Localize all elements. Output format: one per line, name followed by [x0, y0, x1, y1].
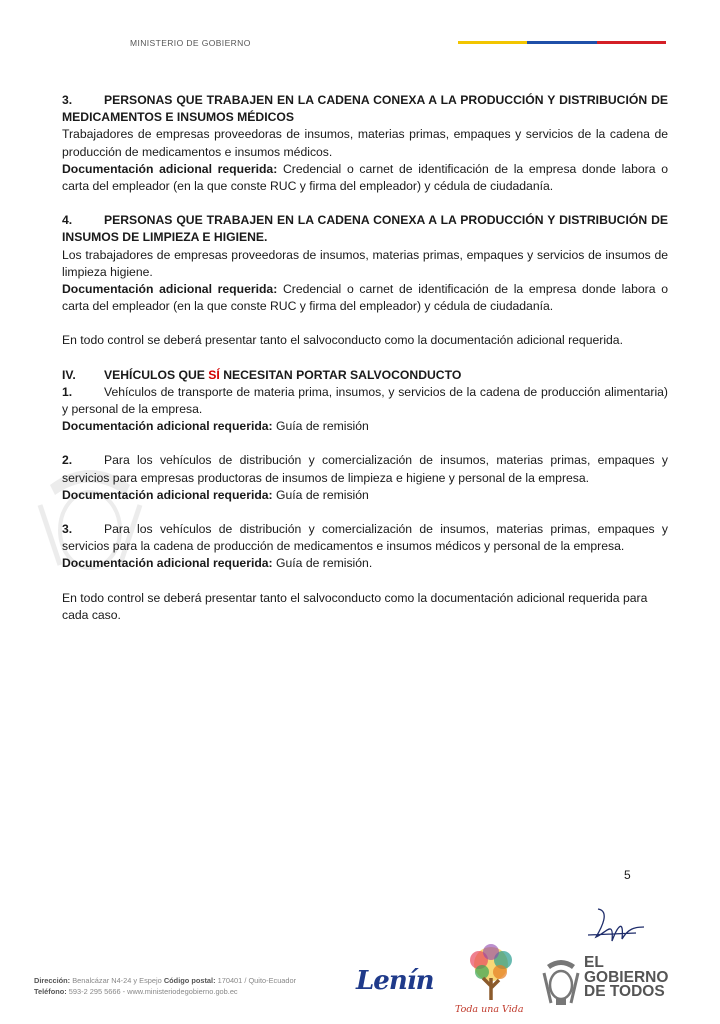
doc-required-label: Documentación adicional requerida:	[62, 419, 273, 434]
section-3	[62, 92, 668, 195]
vehicle-item-2	[62, 452, 668, 486]
section-4-heading	[62, 212, 668, 246]
page-number: 5	[624, 868, 631, 882]
doc-required-label: Documentación adicional requerida:	[62, 282, 278, 297]
section-4-body: Los trabajadores de empresas proveedoras de insumos, materias primas, empaques y servicios de insumos de limpieza higiene.	[62, 247, 668, 279]
address-text: Benalcázar N4-24 y Espejo	[70, 976, 164, 985]
vehicle-item-2-text: Para los vehículos de distribución y comercialización de insumos, materias primas, empaques y servicios para empresas productoras de insumos de limpieza e higiene y personal de la empresa.	[62, 453, 668, 485]
address-label: Dirección:	[34, 976, 71, 985]
section-4-title: PERSONAS QUE TRABAJEN EN LA CADENA CONEXA A LA PRODUCCIÓN Y DISTRIBUCIÓN DE INSUMOS DE LIMPIEZA E HIGIENE.	[62, 213, 668, 245]
vehicle-item-2-number: 2.	[62, 453, 73, 468]
section-iv	[62, 367, 668, 436]
footer-phone-line	[34, 986, 296, 997]
handwritten-signature	[584, 905, 648, 953]
gov-logo-line-1: EL	[584, 954, 604, 971]
doc-required-label: Documentación adicional requerida:	[62, 161, 278, 176]
ecuador-coat-of-arms-icon	[541, 955, 581, 1007]
doc-required-text: Guía de remisión	[272, 487, 369, 502]
note-1	[62, 332, 668, 349]
vehicle-item-2-doc	[62, 487, 668, 504]
vehicle-item-3-block	[62, 521, 668, 573]
section-3-number: 3.	[62, 93, 73, 107]
vehicle-item-1-text: Vehículos de transporte de materia prima, insumos, y servicios de la cadena de producción alimentaria) y personal de la empresa.	[62, 384, 668, 417]
tree-logo-caption: Toda una Vida	[455, 1004, 524, 1015]
gov-logo-line-3: DE TODOS	[584, 983, 665, 1000]
vehicle-item-2-block	[62, 452, 668, 504]
postal-label: Código postal:	[163, 976, 216, 985]
phone-label: Teléfono:	[34, 987, 67, 996]
vehicle-item-1-number: 1.	[62, 384, 73, 399]
section-4-number: 4.	[62, 213, 73, 228]
footer-address-line	[34, 975, 296, 986]
flag-red	[597, 41, 666, 44]
doc-required-text: Credencial o carnet de identificación de la empresa donde labora o carta del empleador (en la que conste RUC y firma del empleador) y cédula de ciudadanía.	[62, 282, 668, 314]
el-gobierno-de-todos-logo	[584, 956, 668, 1000]
footer-address	[34, 975, 296, 997]
doc-required-label: Documentación adicional requerida:	[62, 556, 273, 571]
section-3-body: Trabajadores de empresas proveedoras de insumos, materias primas, empaques y servicios de la cadena de producción de medicamentos e insumos médicos.	[62, 127, 668, 159]
postal-text: 170401 / Quito-Ecuador	[215, 976, 297, 985]
section-iv-title-post: NECESITAN PORTAR SALVOCONDUCTO	[219, 367, 462, 382]
document-body	[62, 92, 668, 641]
section-4	[62, 212, 668, 315]
gov-logo-line-2: GOBIERNO	[584, 968, 669, 986]
vehicle-item-3-number: 3.	[62, 522, 73, 537]
vehicle-item-3-doc	[62, 555, 668, 572]
flag-blue	[527, 41, 596, 44]
section-3-title: PERSONAS QUE TRABAJEN EN LA CADENA CONEXA A LA PRODUCCIÓN Y DISTRIBUCIÓN DE MEDICAMENTOS E INSUMOS MÉDICOS	[62, 93, 668, 125]
note-2-text: En todo control se deberá presentar tanto el salvoconducto como la documentación adicional requerida para cada caso.	[62, 590, 648, 622]
vehicle-item-3-text: Para los vehículos de distribución y comercialización de insumos, materias primas, empaques y servicios para la cadena de producción de medicamentos e insumos médicos y personal de la empresa.	[62, 522, 668, 554]
note-2	[62, 590, 668, 624]
vehicle-item-1-doc	[62, 418, 668, 435]
section-4-doc	[62, 281, 668, 315]
vehicle-item-3	[62, 521, 668, 555]
doc-required-text: Credencial o carnet de identificación de la empresa donde labora o carta del empleador (en la que conste RUC y firma del empleador) y cédula de ciudadanía.	[62, 161, 668, 194]
flag-color-bar	[458, 41, 666, 44]
section-iv-title-emphasis: SÍ	[208, 367, 220, 382]
header-org-name: MINISTERIO DE GOBIERNO	[130, 38, 251, 48]
section-3-doc	[62, 161, 668, 195]
doc-required-label: Documentación adicional requerida:	[62, 487, 273, 502]
doc-required-text: Guía de remisión.	[272, 556, 373, 571]
section-iv-title-pre: VEHÍCULOS QUE	[104, 367, 209, 382]
section-3-heading	[62, 92, 668, 126]
flag-yellow	[458, 41, 527, 44]
lenin-logo: Lenín	[356, 966, 434, 996]
doc-required-text: Guía de remisión	[272, 419, 369, 434]
vehicle-item-1	[62, 384, 668, 418]
section-iv-heading	[62, 367, 668, 384]
section-iv-number: IV.	[62, 367, 76, 382]
note-1-text: En todo control se deberá presentar tanto el salvoconducto como la documentación adicional requerida.	[62, 333, 623, 348]
phone-text: 593-2 295 5666 - www.ministeriodegobierno.gob.ec	[66, 987, 238, 996]
